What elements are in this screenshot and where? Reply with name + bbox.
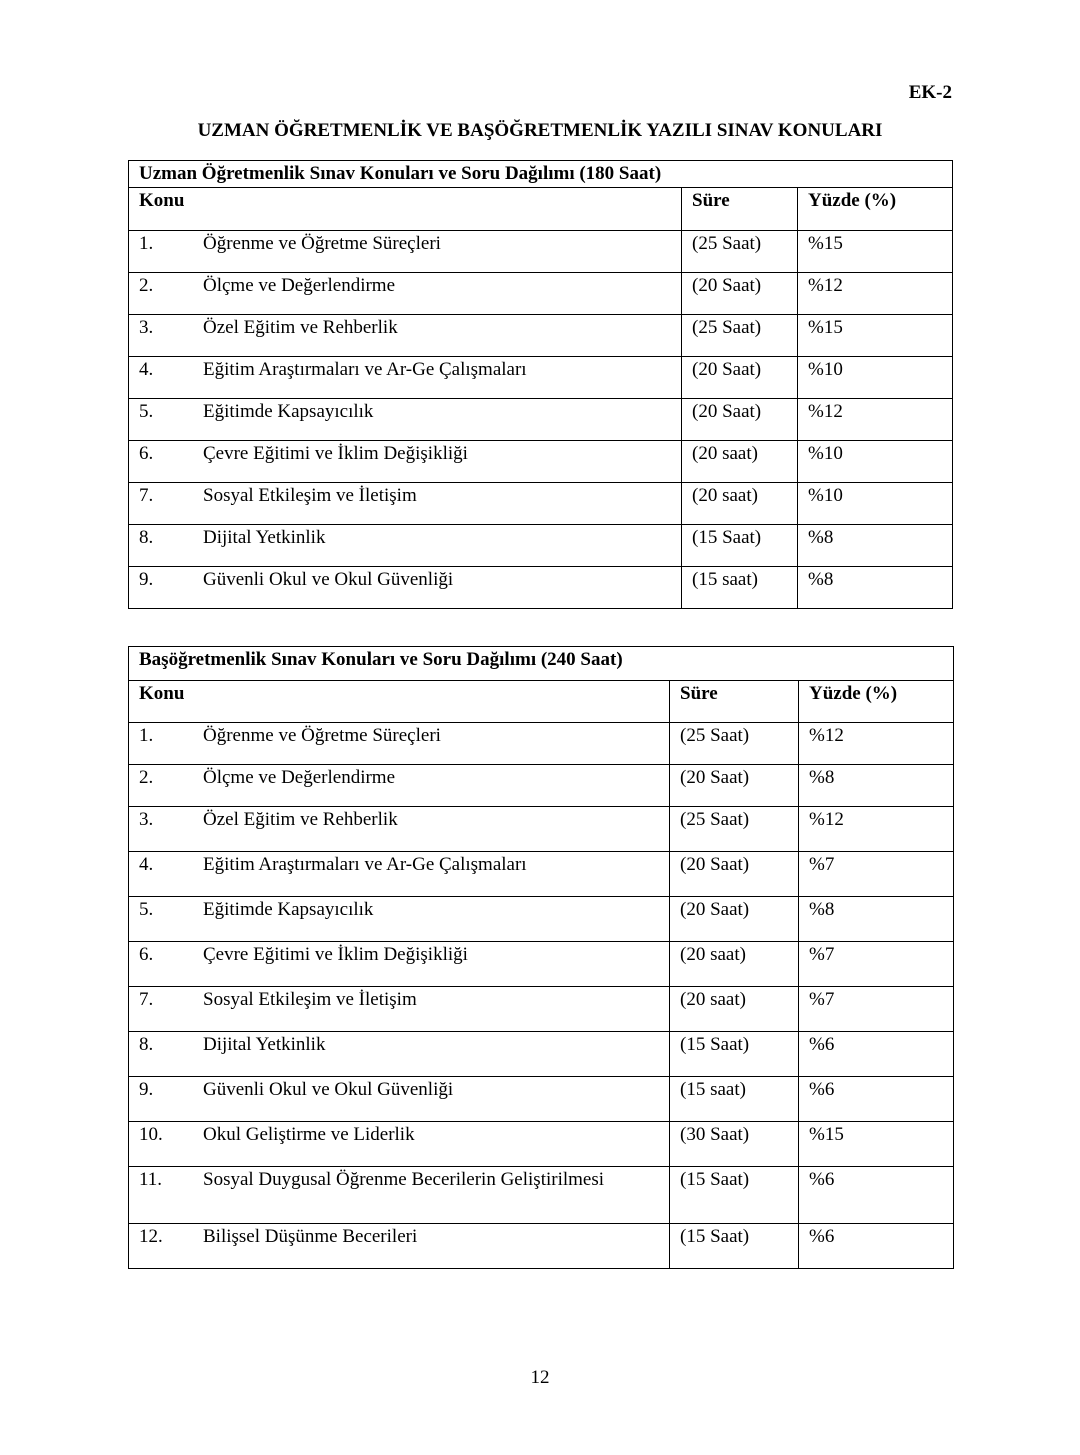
table-row	[129, 1167, 954, 1224]
row-number: 11.	[139, 1169, 163, 1190]
percent-value: %10	[808, 359, 843, 380]
table-row	[129, 315, 953, 357]
duration-cell	[670, 1077, 799, 1122]
percent-value: %7	[809, 989, 835, 1010]
duration-value: (20 Saat)	[692, 401, 762, 422]
percent-cell	[799, 897, 954, 942]
duration-value: (15 Saat)	[680, 1034, 750, 1055]
percent-value: %15	[808, 233, 843, 254]
percent-cell	[799, 1077, 954, 1122]
topic-cell	[129, 942, 670, 987]
table-row	[129, 765, 954, 807]
percent-cell	[799, 852, 954, 897]
topic-name: Dijital Yetkinlik	[203, 527, 326, 548]
topic-cell	[129, 807, 670, 852]
percent-cell	[799, 942, 954, 987]
percent-value: %8	[808, 569, 834, 590]
percent-value: %12	[809, 809, 844, 830]
table-row	[129, 1032, 954, 1077]
duration-value: (15 saat)	[692, 569, 758, 590]
duration-cell	[682, 231, 798, 273]
table-row	[129, 273, 953, 315]
topic-cell	[129, 357, 682, 399]
topic-cell	[129, 987, 670, 1032]
percent-value: %7	[809, 854, 835, 875]
topic-cell	[129, 1224, 670, 1269]
table-row	[129, 942, 954, 987]
duration-cell	[682, 273, 798, 315]
topic-cell	[129, 273, 682, 315]
percent-cell	[799, 723, 954, 765]
table-row	[129, 807, 954, 852]
percent-value: %10	[808, 485, 843, 506]
topic-name: Özel Eğitim ve Rehberlik	[203, 317, 398, 338]
table-row	[129, 483, 953, 525]
table-row	[129, 441, 953, 483]
annex-label: EK-2	[908, 82, 952, 103]
row-number: 7.	[139, 989, 154, 1010]
topic-cell	[129, 567, 682, 609]
topic-name: Öğrenme ve Öğretme Süreçleri	[203, 233, 441, 254]
row-number: 6.	[139, 944, 154, 965]
topic-name: Ölçme ve Değerlendirme	[203, 275, 396, 296]
topic-cell	[129, 723, 670, 765]
row-number: 7.	[139, 485, 154, 506]
duration-value: (20 Saat)	[680, 854, 750, 875]
duration-cell	[670, 1122, 799, 1167]
head-teacher-exam-table	[128, 646, 954, 1269]
row-number: 8.	[139, 1034, 154, 1055]
topic-name: Eğitimde Kapsayıcılık	[203, 899, 374, 920]
duration-value: (15 saat)	[680, 1079, 746, 1100]
header-duration: Süre	[670, 681, 799, 723]
table-row	[129, 987, 954, 1032]
table-row	[129, 399, 953, 441]
document-title: UZMAN ÖĞRETMENLİK VE BAŞÖĞRETMENLİK YAZILI SINAV KONULARI	[197, 120, 883, 141]
topic-name: Çevre Eğitimi ve İklim Değişikliği	[203, 944, 468, 965]
table-row	[129, 1224, 954, 1269]
row-number: 4.	[139, 854, 154, 875]
row-number: 4.	[139, 359, 154, 380]
topic-name: Eğitimde Kapsayıcılık	[203, 401, 374, 422]
percent-value: %6	[809, 1226, 835, 1247]
topic-name: Eğitim Araştırmaları ve Ar-Ge Çalışmaları	[203, 359, 527, 380]
row-number: 3.	[139, 809, 154, 830]
percent-cell	[799, 1167, 954, 1224]
percent-cell	[798, 441, 953, 483]
row-number: 2.	[139, 767, 154, 788]
duration-value: (25 Saat)	[692, 233, 762, 254]
row-number: 5.	[139, 899, 154, 920]
table-row	[129, 1122, 954, 1167]
duration-value: (30 Saat)	[680, 1124, 750, 1145]
duration-cell	[682, 525, 798, 567]
header-duration: Süre	[682, 188, 798, 231]
table-row	[129, 852, 954, 897]
topic-cell	[129, 765, 670, 807]
percent-cell	[799, 765, 954, 807]
percent-value: %15	[809, 1124, 844, 1145]
table-row	[129, 525, 953, 567]
percent-value: %10	[808, 443, 843, 464]
duration-value: (25 Saat)	[680, 725, 750, 746]
table-row	[129, 231, 953, 273]
topic-name: Dijital Yetkinlik	[203, 1034, 326, 1055]
topic-name: Özel Eğitim ve Rehberlik	[203, 809, 398, 830]
percent-cell	[799, 1032, 954, 1077]
duration-cell	[682, 567, 798, 609]
percent-value: %12	[808, 275, 843, 296]
topic-cell	[129, 1077, 670, 1122]
duration-cell	[682, 441, 798, 483]
header-percent: Yüzde (%)	[799, 681, 954, 723]
percent-value: %8	[808, 527, 834, 548]
topic-cell	[129, 231, 682, 273]
duration-cell	[682, 399, 798, 441]
topic-cell	[129, 525, 682, 567]
percent-cell	[798, 231, 953, 273]
topic-cell	[129, 441, 682, 483]
table-row	[129, 567, 953, 609]
percent-cell	[798, 315, 953, 357]
percent-cell	[798, 399, 953, 441]
duration-value: (20 saat)	[680, 989, 746, 1010]
duration-cell	[670, 1167, 799, 1224]
topic-cell	[129, 1167, 670, 1224]
duration-value: (20 saat)	[692, 443, 758, 464]
table-caption: Başöğretmenlik Sınav Konuları ve Soru Dağılımı (240 Saat)	[129, 647, 954, 681]
row-number: 6.	[139, 443, 154, 464]
row-number: 12.	[139, 1226, 163, 1247]
duration-value: (20 Saat)	[680, 899, 750, 920]
percent-cell	[798, 273, 953, 315]
topic-cell	[129, 483, 682, 525]
topic-name: Çevre Eğitimi ve İklim Değişikliği	[203, 443, 468, 464]
topic-cell	[129, 315, 682, 357]
row-number: 1.	[139, 233, 154, 254]
percent-cell	[799, 1224, 954, 1269]
row-number: 10.	[139, 1124, 163, 1145]
row-number: 2.	[139, 275, 154, 296]
percent-cell	[799, 1122, 954, 1167]
row-number: 8.	[139, 527, 154, 548]
duration-value: (20 saat)	[680, 944, 746, 965]
table-row	[129, 1077, 954, 1122]
topic-name: Bilişsel Düşünme Becerileri	[203, 1226, 418, 1247]
duration-cell	[670, 942, 799, 987]
topic-name: Sosyal Etkileşim ve İletişim	[203, 989, 417, 1010]
percent-value: %8	[809, 767, 835, 788]
percent-cell	[798, 567, 953, 609]
page-number: 12	[530, 1367, 550, 1388]
duration-value: (25 Saat)	[692, 317, 762, 338]
table-row	[129, 723, 954, 765]
percent-value: %8	[809, 899, 835, 920]
topic-name: Ölçme ve Değerlendirme	[203, 767, 396, 788]
percent-value: %12	[808, 401, 843, 422]
percent-value: %6	[809, 1169, 835, 1190]
topic-name: Sosyal Etkileşim ve İletişim	[203, 485, 417, 506]
topic-name: Eğitim Araştırmaları ve Ar-Ge Çalışmaları	[203, 854, 527, 875]
header-topic: Konu	[129, 681, 670, 723]
topic-name: Öğrenme ve Öğretme Süreçleri	[203, 725, 441, 746]
percent-value: %6	[809, 1034, 835, 1055]
duration-value: (20 Saat)	[680, 767, 750, 788]
table-row	[129, 897, 954, 942]
row-number: 9.	[139, 569, 154, 590]
duration-cell	[670, 897, 799, 942]
table-row	[129, 357, 953, 399]
header-percent: Yüzde (%)	[798, 188, 953, 231]
duration-cell	[670, 1032, 799, 1077]
topic-cell	[129, 1122, 670, 1167]
percent-value: %6	[809, 1079, 835, 1100]
percent-value: %7	[809, 944, 835, 965]
duration-cell	[670, 1224, 799, 1269]
row-number: 1.	[139, 725, 154, 746]
topic-cell	[129, 1032, 670, 1077]
duration-value: (15 Saat)	[680, 1226, 750, 1247]
percent-cell	[799, 807, 954, 852]
percent-cell	[798, 525, 953, 567]
topic-name: Okul Geliştirme ve Liderlik	[203, 1124, 415, 1145]
percent-cell	[798, 483, 953, 525]
table-caption: Uzman Öğretmenlik Sınav Konuları ve Soru Dağılımı (180 Saat)	[129, 161, 953, 188]
duration-value: (15 Saat)	[680, 1169, 750, 1190]
header-topic: Konu	[129, 188, 682, 231]
duration-cell	[682, 483, 798, 525]
duration-cell	[670, 987, 799, 1032]
topic-cell	[129, 897, 670, 942]
row-number: 3.	[139, 317, 154, 338]
duration-value: (15 Saat)	[692, 527, 762, 548]
duration-cell	[682, 357, 798, 399]
expert-teacher-exam-table	[128, 160, 953, 609]
duration-value: (25 Saat)	[680, 809, 750, 830]
percent-value: %12	[809, 725, 844, 746]
topic-name: Sosyal Duygusal Öğrenme Becerilerin Geliştirilmesi	[203, 1169, 605, 1190]
duration-cell	[670, 723, 799, 765]
duration-cell	[682, 315, 798, 357]
percent-value: %15	[808, 317, 843, 338]
duration-value: (20 Saat)	[692, 275, 762, 296]
row-number: 5.	[139, 401, 154, 422]
topic-name: Güvenli Okul ve Okul Güvenliği	[203, 569, 454, 590]
duration-cell	[670, 765, 799, 807]
topic-cell	[129, 852, 670, 897]
percent-cell	[798, 357, 953, 399]
duration-cell	[670, 852, 799, 897]
row-number: 9.	[139, 1079, 154, 1100]
topic-cell	[129, 399, 682, 441]
duration-value: (20 Saat)	[692, 359, 762, 380]
topic-name: Güvenli Okul ve Okul Güvenliği	[203, 1079, 454, 1100]
duration-cell	[670, 807, 799, 852]
percent-cell	[799, 987, 954, 1032]
duration-value: (20 saat)	[692, 485, 758, 506]
